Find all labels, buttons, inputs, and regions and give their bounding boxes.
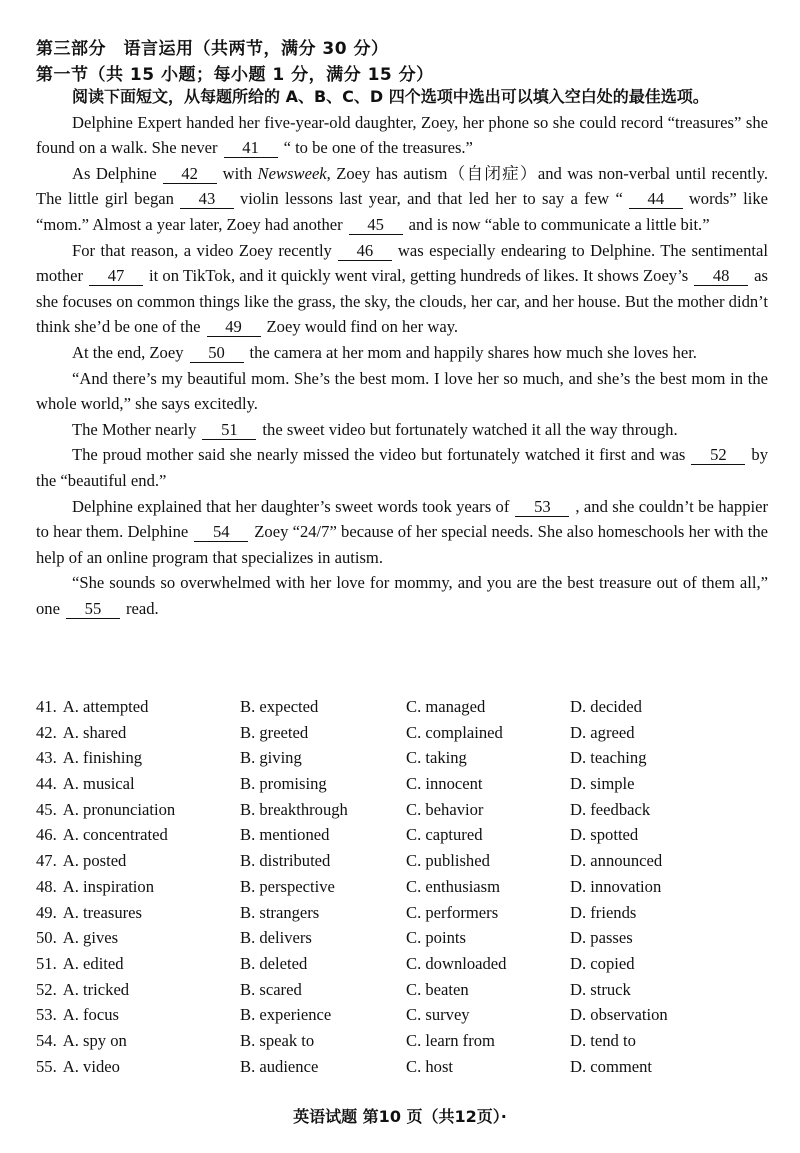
blank-number: 52 [691,446,745,465]
question-number: 47. [36,851,57,871]
passage-text: with [222,163,258,183]
passage-text: For that reason, a video Zoey recently [72,240,332,260]
option-c: C. learn from [406,1030,495,1050]
option-d: D. spotted [570,825,639,845]
passage-text: The proud mother said she nearly missed the video but fortunately watched it first and was [72,445,686,465]
passage-text: the sweet video but fortunately watched it all the way through. [262,419,678,439]
question-row [36,1057,776,1083]
passage-text: violin lessons last year, and that led her to say a few “ [239,189,623,209]
passage-paragraph [36,161,768,238]
passage-text: Zoey “24/7” because of her special needs. She also homeschools her with the help of an online program that specializes in autism. [36,522,769,567]
option-c: C. survey [406,1005,470,1025]
blank-number: 53 [515,498,569,517]
option-b: B. experience [240,1005,332,1025]
option-b: B. expected [240,697,319,716]
passage-text: “ to be one of the treasures.” [283,138,473,158]
passage-paragraph [36,366,768,417]
option-a: A. shared [62,722,127,742]
blank-number: 51 [202,421,256,440]
option-d: D. observation [570,1005,668,1025]
blank-number: 55 [66,600,120,619]
option-a: A. tricked [62,979,130,999]
passage-paragraph [36,110,768,161]
passage-text: and is now “able to communicate a little bit.” [408,214,710,234]
option-d: D. feedback [570,799,651,819]
question-number: 48. [36,876,57,896]
question-number-and-option-a [36,851,126,871]
blank-number: 47 [89,267,143,286]
question-row [36,697,776,723]
passage-text: At the end, Zoey [72,342,184,362]
blank-number: 54 [194,523,248,542]
option-b: B. greeted [240,722,309,742]
question-number-and-option-a [36,697,148,717]
option-a: A. musical [62,774,135,794]
question-number-and-option-a [36,903,142,923]
passage-text: “And there’s my beautiful mom. She’s the best mom. I love her so much, and she’s the best mom in the whole world,” she says excitedly. [36,368,768,414]
option-c: C. performers [406,902,499,922]
question-row [36,928,776,954]
question-row [36,851,776,877]
question-number: 43. [36,748,57,768]
passage-paragraph [36,442,768,493]
blank-number: 43 [180,190,234,209]
answer-options [36,697,776,1082]
blank-number: 50 [190,344,244,363]
question-row [36,800,776,826]
passage-text: The Mother nearly [72,419,197,439]
question-number-and-option-a [36,928,118,948]
question-row [36,748,776,774]
blank-number: 45 [349,216,403,235]
passage-text: Zoey would find on her way. [266,317,459,337]
option-b: B. distributed [240,851,331,871]
option-b: B. breakthrough [240,799,348,819]
option-b: B. mentioned [240,825,330,845]
question-number-and-option-a [36,980,129,1000]
option-c: C. host [406,1056,454,1076]
passage-paragraph [36,494,768,571]
question-number: 54. [36,1030,57,1050]
question-number: 51. [36,953,57,973]
option-b: B. promising [240,774,327,794]
blank-number: 44 [629,190,683,209]
question-number-and-option-a [36,877,154,897]
question-number: 45. [36,799,57,819]
blank-number: 49 [207,318,261,337]
question-row [36,980,776,1006]
option-d: D. struck [570,979,631,999]
question-number: 52. [36,979,57,999]
option-b: B. strangers [240,902,320,922]
option-d: D. copied [570,953,635,973]
option-a: A. video [62,1056,120,1076]
passage-text: the camera at her mom and happily shares how much she loves her. [249,342,697,362]
question-number: 50. [36,928,57,948]
option-b: B. delivers [240,928,312,948]
passage-text: Newsweek [257,163,327,183]
passage-text: , Zoey has autism（自闭症）and was non-verbal until recently. The little girl began [36,163,768,209]
passage-paragraph [36,238,768,340]
option-c: C. complained [406,722,503,742]
passage-text: Delphine Expert handed her five-year-old daughter, Zoey, her phone so she could record “treasures” she found on a walk. She never [36,112,768,158]
blank-number: 46 [338,242,392,261]
question-number-and-option-a [36,723,126,743]
option-d: D. announced [570,851,663,871]
option-a: A. inspiration [62,876,155,896]
option-d: D. agreed [570,722,635,742]
option-d: D. friends [570,902,637,922]
question-row [36,877,776,903]
option-b: B. scared [240,979,302,999]
option-b: B. speak to [240,1030,315,1050]
blank-number: 42 [163,165,217,184]
option-a: A. gives [62,928,119,948]
passage-paragraph [36,340,768,366]
question-row [36,723,776,749]
option-a: A. spy on [62,1030,127,1050]
option-c: C. captured [406,825,483,845]
question-number: 55. [36,1056,57,1076]
option-c: C. behavior [406,799,484,819]
question-number: 41. [36,697,57,716]
option-d: D. teaching [570,748,647,768]
option-c: C. innocent [406,774,483,794]
option-b: B. perspective [240,876,335,896]
question-number-and-option-a [36,1057,120,1077]
blank-number: 48 [694,267,748,286]
passage-text: as she focuses on common things like the grass, the sky, the clouds, her car, and her house. But the mother didn’t think she’d be one of the [36,266,768,337]
blank-number: 41 [224,139,278,158]
question-number-and-option-a [36,825,168,845]
question-row [36,1031,776,1057]
passage-text: Delphine explained that her daughter’s sweet words took years of [72,496,510,516]
option-d: D. comment [570,1056,653,1076]
question-number-and-option-a [36,774,135,794]
option-c: C. published [406,851,490,871]
question-number-and-option-a [36,800,175,820]
question-number-and-option-a [36,1031,127,1051]
option-a: A. edited [62,953,124,973]
passage-text: “She sounds so overwhelmed with her love for mommy, and you are the best treasure out of them all,” one [36,573,768,618]
part-heading: 第三部分 语言运用（共两节，满分 30 分） [36,39,389,59]
question-row [36,825,776,851]
question-number-and-option-a [36,748,142,768]
question-number: 44. [36,774,57,794]
question-number-and-option-a [36,954,124,974]
option-c: C. enthusiasm [406,876,501,896]
question-number: 42. [36,722,57,742]
option-d: D. innovation [570,876,662,896]
option-a: A. concentrated [62,825,168,845]
option-d: D. simple [570,774,635,794]
page-footer: 英语试题 第10 页（共12页）· [293,1107,507,1126]
option-d: D. passes [570,928,633,948]
option-a: A. treasures [62,902,142,922]
passage-text: words” like “mom.” Almost a year later, Zoey had another [36,189,768,234]
option-c: C. points [406,928,466,948]
passage-text: it on TikTok, and it quickly went viral, getting hundreds of likes. It shows Zoey’s [149,266,689,286]
passage-text: was especially endearing to Delphine. The sentimental mother [36,240,768,286]
instruction: 阅读下面短文，从每题所给的 A、B、C、D 四个选项中选出可以填入空白处的最佳选项。 [72,87,709,106]
option-d: D. decided [570,697,642,716]
option-b: B. audience [240,1056,319,1076]
option-a: A. posted [62,851,127,871]
question-row [36,903,776,929]
passage-text: read. [125,598,159,618]
option-b: B. giving [240,748,302,768]
option-c: C. managed [406,697,486,716]
question-number-and-option-a [36,1005,119,1025]
option-b: B. deleted [240,953,308,973]
option-a: A. pronunciation [62,799,176,819]
option-a: A. attempted [62,697,149,716]
section-heading: 第一节（共 15 小题；每小题 1 分，满分 15 分） [36,65,434,85]
option-c: C. downloaded [406,953,507,973]
question-number: 49. [36,902,57,922]
option-a: A. finishing [62,748,143,768]
passage-text: by the “beautiful end.” [36,445,768,490]
question-number: 46. [36,825,57,845]
passage-text: As Delphine [72,163,157,183]
option-c: C. taking [406,748,467,768]
option-a: A. focus [62,1005,119,1025]
question-row [36,954,776,980]
cloze-passage [36,84,768,621]
question-row [36,1005,776,1031]
option-d: D. tend to [570,1030,636,1050]
question-row [36,774,776,800]
passage-paragraph [36,417,768,443]
option-c: C. beaten [406,979,469,999]
question-number: 53. [36,1005,57,1025]
passage-paragraph [36,570,768,621]
passage-text: , and she couldn’t be happier to hear them. Delphine [36,496,768,542]
